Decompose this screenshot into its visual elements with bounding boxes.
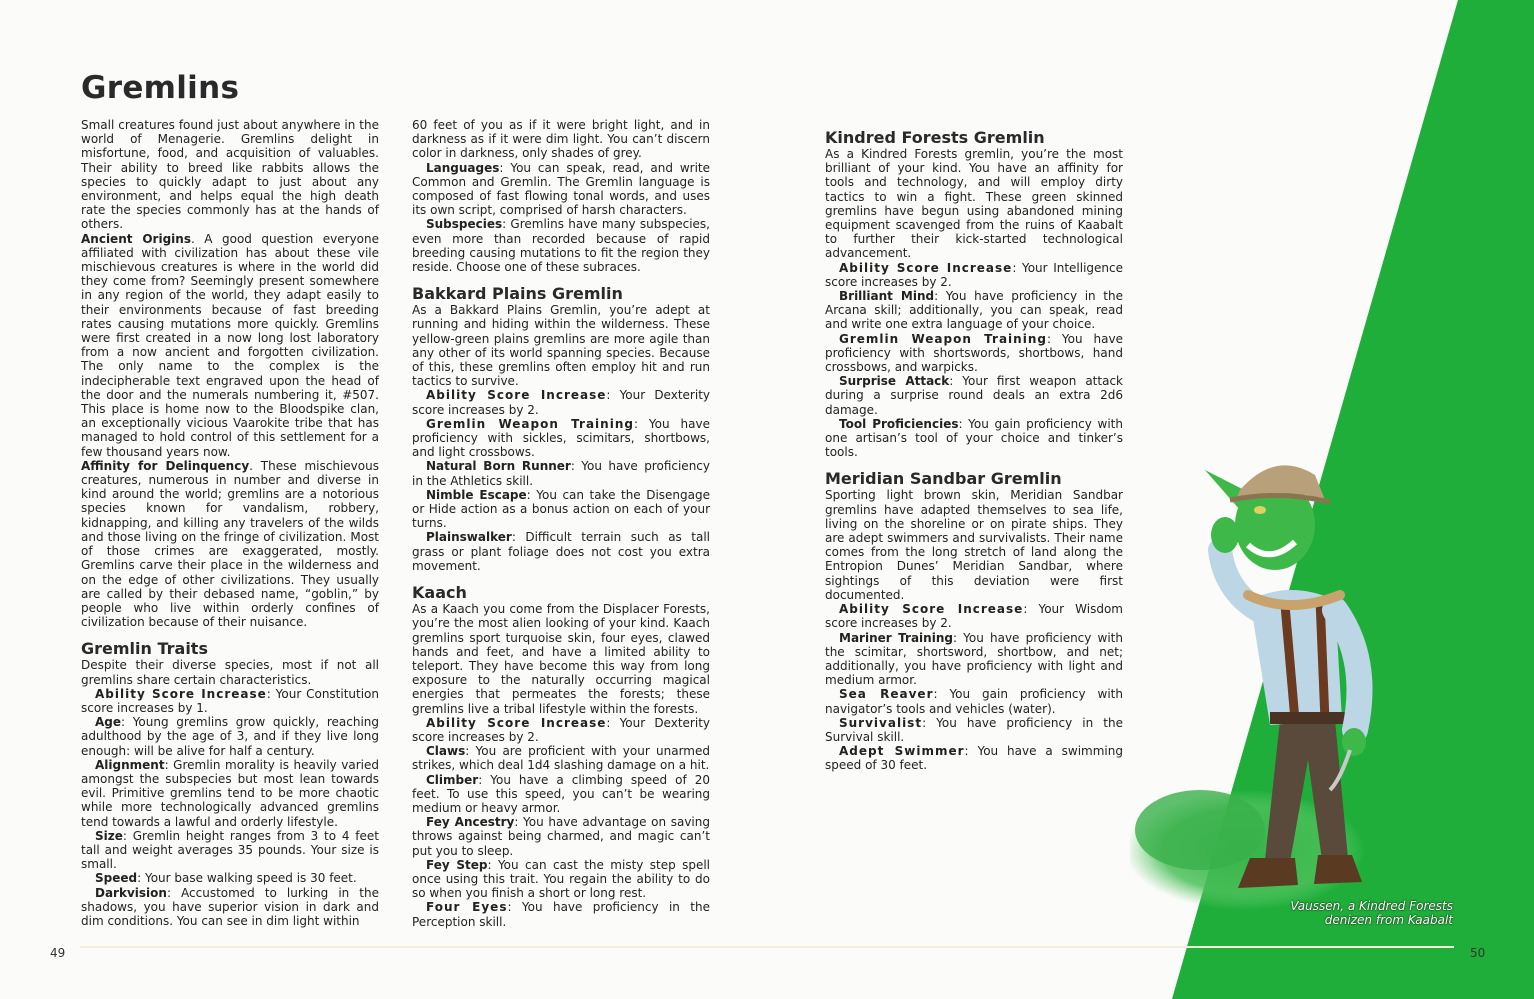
intro-paragraph: Small creatures found just about anywhere in the world of Menagerie. Gremlins delight in misfortune, food, and acquisition of valuables. Their ability to breed like rabbits allows the species to quickly adapt to just about any environment, and helps equal the high death rate the species commonly has at the hands of others. <box>81 118 379 232</box>
trait-text: : Gremlins have many subspecies, even more than recorded because of rapid breeding causing mutations to fit the region they reside. Choose one of these subraces. <box>412 217 710 275</box>
trait-text: : You have proficiency with shortswords, shortbows, hand crossbows, and warpicks. <box>825 331 1123 375</box>
trait-text: : You are proficient with your unarmed strikes, which deal 1d4 slashing damage on a hit. <box>412 744 710 773</box>
trait-label: Fey Step <box>426 857 488 872</box>
trait-label: Age <box>95 715 122 730</box>
page-title: Gremlins <box>81 70 240 106</box>
gremlin-illustration <box>1130 430 1460 910</box>
trait-text: : Accustomed to lurking in the shadows, you have superior vision in dark and dim conditions. You can see in dim light within <box>81 885 379 928</box>
trait-label: Ability Score Increase <box>426 388 607 403</box>
trait-entry <box>412 161 710 218</box>
trait-label: Four Eyes <box>426 900 508 915</box>
trait-label: Size <box>95 828 123 843</box>
delinquency-text: . These mischievous creatures, numerous in number and diverse in kind around the world; gremlins are a notorious species known for vandalism, robbery, kidnapping, and killing any travelers of the wilds and those living on the fringe of civilization. Most of those crimes are exaggerated, mostly. Gremlins carve their place in the wilderness and on the edge of other civilizations. They usually are called by their debased name, “goblin,” by people who live within orderly confines of civilization because of their nuisance. <box>81 458 379 630</box>
trait-label: Climber <box>426 772 479 787</box>
trait-label: Ability Score Increase <box>95 686 267 701</box>
trait-label: Alignment <box>95 757 165 772</box>
trait-entry <box>412 716 710 744</box>
page-number-left: 49 <box>50 946 66 960</box>
trait-entry <box>412 744 710 772</box>
column-right <box>825 128 1123 773</box>
trait-label: Sea Reaver <box>839 687 934 702</box>
trait-label: Speed <box>95 871 138 886</box>
trait-text: : You have proficiency with sickles, scimitars, shortbows, and light crossbows. <box>412 416 710 460</box>
trait-text: : Gremlin height ranges from 3 to 4 feet tall and weight averages 35 pounds. Your size is small. <box>81 828 379 872</box>
trait-text: : You can take the Disengage or Hide action as a bonus action on each of your turns. <box>412 487 710 531</box>
caption-line: Vaussen, a Kindred Forests <box>1290 899 1453 913</box>
trait-text: : Your Constitution score increases by 1. <box>81 686 380 715</box>
meridian-intro: Sporting light brown skin, Meridian Sandbar gremlins have adapted themselves to sea life, living on the shoreline or on pirate ships. They are adept swimmers and survivalists. Their name comes from the long stretch of land along the Entropion Dunes’ Meridian Sandbar, where sightings of this deviation were first documented. <box>825 488 1123 602</box>
trait-entry <box>825 332 1123 375</box>
trait-label: Plainswalker <box>426 530 512 545</box>
trait-entry <box>81 758 379 829</box>
caption-line: denizen from Kaabalt <box>1324 913 1453 927</box>
trait-text: : Your Dexterity score increases by 2. <box>412 715 710 744</box>
illustration-caption <box>1283 899 1453 927</box>
trait-text: : Gremlin morality is heavily varied amongst the subspecies but most lean towards evil. Primitive gremlins tend to be more chaotic while more technologically advanced gremlins tend towards a lawful and orderly lifestyle. <box>81 757 379 829</box>
darkvision-continued: 60 feet of you as if it were bright light, and in darkness as if it were dim light. You can’t discern color in darkness, only shades of grey. <box>412 118 710 161</box>
trait-label: Natural Born Runner <box>426 459 571 474</box>
trait-entry <box>412 530 710 573</box>
trait-entry <box>412 858 710 901</box>
kaach-heading: Kaach <box>412 583 467 603</box>
trait-entry <box>412 773 710 816</box>
traits-intro: Despite their diverse species, most if not all gremlins share certain characteristics. <box>81 658 379 687</box>
kindred-heading: Kindred Forests Gremlin <box>825 128 1045 147</box>
delinquency-label: Affinity for Delinquency <box>81 458 250 473</box>
trait-entry <box>412 417 710 460</box>
trait-entry <box>825 744 1123 772</box>
trait-text: : You have proficiency in the Perception skill. <box>412 900 710 929</box>
trait-label: Tool Proficiencies <box>839 416 959 431</box>
trait-label: Ability Score Increase <box>839 260 1013 275</box>
footer-rule <box>80 946 1454 948</box>
traits-heading: Gremlin Traits <box>81 639 208 659</box>
trait-label: Languages <box>426 160 500 175</box>
trait-text: : Your base walking speed is 30 feet. <box>137 871 357 886</box>
meridian-heading: Meridian Sandbar Gremlin <box>825 469 1062 489</box>
trait-text: : Your Intelligence score increases by 2. <box>825 260 1124 289</box>
trait-text: : You gain proficiency with one artisan’s tool of your choice and tinker’s tools. <box>825 416 1123 460</box>
trait-label: Mariner Training <box>839 630 953 645</box>
page-number-right: 50 <box>1470 946 1486 960</box>
trait-entry <box>81 829 379 872</box>
trait-label: Brilliant Mind <box>839 289 935 304</box>
trait-label: Ability Score Increase <box>426 715 607 730</box>
trait-label: Subspecies <box>426 217 503 232</box>
trait-text: : You have a climbing speed of 20 feet. To use this speed, you can’t be wearing medium or heavy armor. <box>412 772 710 815</box>
trait-entry <box>825 374 1123 417</box>
trait-entry <box>825 631 1123 688</box>
trait-text: : You have proficiency in the Athletics skill. <box>412 459 710 488</box>
column-middle <box>412 118 710 929</box>
trait-entry <box>412 488 710 531</box>
trait-entry <box>825 261 1123 289</box>
trait-text: : You have advantage on saving throws against being charmed, and magic can’t put you to sleep. <box>412 815 710 858</box>
trait-entry <box>825 417 1123 460</box>
trait-entry <box>412 459 710 487</box>
trait-text: : You can speak, read, and write Common and Gremlin. The Gremlin language is composed of fast flowing tonal words, and uses its own script, comprised of harsh characters. <box>412 160 710 218</box>
trait-label: Survivalist <box>839 715 923 730</box>
trait-entry <box>412 815 710 858</box>
column-left <box>81 118 379 928</box>
trait-label: Adept Swimmer <box>839 744 965 759</box>
ancient-origins-paragraph <box>81 232 379 459</box>
trait-label: Claws <box>426 744 466 759</box>
trait-text: : Young gremlins grow quickly, reaching adulthood by the age of 3, and if they live long enough: will be alive for half a century. <box>81 715 379 758</box>
trait-text: : You have proficiency in the Survival skill. <box>825 715 1123 744</box>
trait-entry <box>412 900 710 928</box>
bakkard-intro: As a Bakkard Plains Gremlin, you’re adept at running and hiding within the wilderness. These yellow-green plains gremlins are more agile than any other of its world spanning species. Because of this, these gremlins often employ hit and run tactics to survive. <box>412 303 710 389</box>
trait-text: : Your Wisdom score increases by 2. <box>825 602 1123 631</box>
trait-entry <box>81 886 379 929</box>
trait-label: Gremlin Weapon Training <box>426 416 634 431</box>
trait-label: Ability Score Increase <box>839 602 1024 617</box>
trait-entry <box>825 602 1123 630</box>
trait-text: : You have proficiency with the scimitar, shortsword, shortbow, and net; additionally, you have proficiency with light and medium armor. <box>825 630 1123 688</box>
trait-label: Darkvision <box>95 885 167 900</box>
trait-label: Gremlin Weapon Training <box>839 331 1047 346</box>
trait-label: Surprise Attack <box>839 374 950 389</box>
trait-text: : You can cast the misty step spell once using this trait. You regain the ability to do so when you finish a short or long rest. <box>412 857 710 901</box>
trait-entry <box>825 687 1123 715</box>
trait-entry <box>825 289 1123 332</box>
trait-entry <box>412 388 710 416</box>
trait-text: : You have a swimming speed of 30 feet. <box>825 744 1123 773</box>
trait-text: : Difficult terrain such as tall grass or plant foliage does not cost you extra movement. <box>412 530 710 573</box>
trait-entry <box>81 715 379 758</box>
bakkard-heading: Bakkard Plains Gremlin <box>412 284 623 304</box>
ancient-origins-text: . A good question everyone affiliated with civilization has about these vile mischievous creatures is where in the world did they come from? Seemingly present somewhere in any region of the world, they adapt easily to their environments because of fast breeding rates causing mutations more quickly. Gremlins were first created in a now long lost laboratory from a now ancient and forgotten civilization. The only name to the complex is the indecipherable text engraved upon the head of the door and the numerals numbering it, #507. This place is home now to the Bloodspike clan, an exceptionally vicious Vaarokite tribe that has managed to hold control of this settlement for a few thousand years now. <box>81 231 379 459</box>
trait-entry <box>81 871 379 885</box>
trait-entry <box>81 687 379 715</box>
trait-text: : Your first weapon attack during a surprise round deals an extra 2d6 damage. <box>825 374 1123 417</box>
ancient-origins-label: Ancient Origins <box>81 231 191 246</box>
delinquency-paragraph <box>81 459 379 629</box>
trait-label: Nimble Escape <box>426 487 527 502</box>
trait-entry <box>825 716 1123 744</box>
trait-entry <box>412 217 710 274</box>
trait-text: : You have proficiency in the Arcana skill; additionally, you can speak, read and write one extra language of your choice. <box>825 289 1123 332</box>
kindred-intro: As a Kindred Forests gremlin, you’re the most brilliant of your kind. You have an affinity for tools and technology, and will employ dirty tactics to win a fight. These green skinned gremlins have begun using abandoned mining equipment scavenged from the ruins of Kaabalt to further their kick-started technological advancement. <box>825 147 1123 261</box>
trait-label: Fey Ancestry <box>426 815 515 830</box>
trait-text: : Your Dexterity score increases by 2. <box>412 388 710 417</box>
kaach-intro: As a Kaach you come from the Displacer Forests, you’re the most alien looking of your kind. Kaach gremlins sport turquoise skin, four eyes, clawed hands and feet, and have a limited ability to teleport. They have become this way from long exposure to the naturally occurring magical energies that permeates the forests; these gremlins live a tribal lifestyle within the forests. <box>412 602 710 716</box>
trait-text: : You gain proficiency with navigator’s tools and vehicles (water). <box>825 687 1123 716</box>
